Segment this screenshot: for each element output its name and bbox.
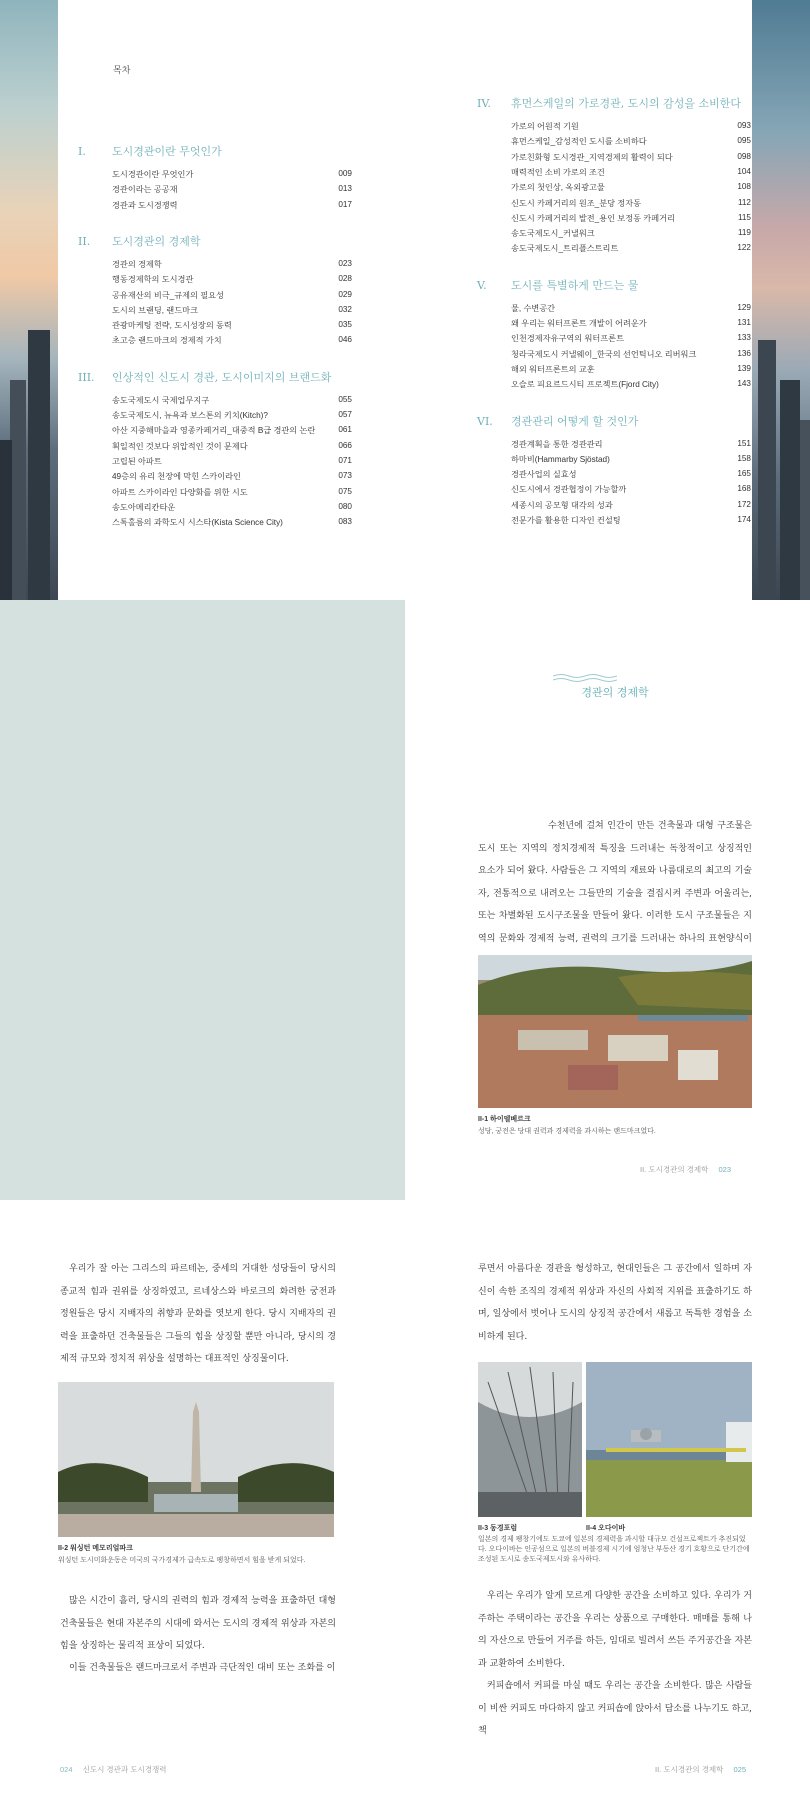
caption-text: 성당, 궁전은 당대 권력과 경제력을 과시하는 랜드마크였다.	[478, 1128, 656, 1135]
toc-entry-page: 083	[338, 517, 352, 527]
running-title: II. 도시경관의 경제학	[640, 1165, 709, 1174]
toc-entry-title: 초고층 랜드마크의 경제적 가치	[112, 336, 222, 346]
toc-entry-title: 가로의 어원적 기원	[511, 122, 579, 131]
toc-section-number: III.	[78, 370, 95, 384]
toc-entry[interactable]	[112, 441, 352, 455]
toc-entry-title: 아파트 스카이라인 다양화를 위한 시도	[112, 487, 248, 497]
toc-entry-page: 093	[737, 121, 751, 130]
toc-entry-page: 129	[737, 302, 751, 312]
toc-entry-title: 49층의 유리 천장에 막힌 스카이라인	[112, 472, 241, 482]
toc-entry-title: 물, 수변공간	[511, 303, 556, 313]
page24-body-1: 우리가 잘 아는 그리스의 파르테논, 중세의 거대한 성당들이 당시의 종교적 힘과 권위를 상징하였고, 르네상스와 바로크의 화려한 궁전과 정원들은 당시 지배자의 취향과 문화를 엿보게 한다. 당시 지배자의 권력을 표출하던 건축물들은 그들의 힘을 상징할 뿐만 아니라, 당시의 경제적 규모와 정치적 위상을 설명하는 대표적인 상징물이다.	[60, 1264, 336, 1364]
toc-entry-title: 획일적인 것보다 위압적인 것이 문제다	[112, 441, 248, 451]
heidelberg-photo	[478, 955, 752, 1108]
wave-icon	[553, 673, 617, 683]
toc-entry[interactable]	[511, 303, 751, 317]
toc-entry[interactable]	[112, 305, 352, 319]
toc-entry-title: 스톡홀름의 과학도시 시스타(Kista Science City)	[112, 518, 283, 528]
toc-entry[interactable]	[511, 439, 751, 453]
chapter-heading: 경관의 경제학	[581, 686, 649, 699]
toc-title: 목차	[113, 65, 131, 75]
toc-entry-title: 고립된 아파트	[112, 456, 162, 466]
toc-entry-page: 108	[737, 182, 751, 192]
toc-entry[interactable]	[112, 320, 352, 334]
toc-entry[interactable]	[511, 379, 751, 393]
toc-entry-title: 신도시 카페거리의 원조_분당 정자동	[511, 198, 642, 208]
toc-entry[interactable]	[511, 228, 751, 242]
toc-entry-title: 경관이라는 공공재	[112, 185, 178, 195]
toc-entry[interactable]	[112, 517, 352, 531]
toc-entry-page: 073	[338, 471, 352, 481]
toc-entry-page: 066	[338, 440, 352, 450]
toc-entry-page: 013	[338, 184, 352, 194]
toc-section-number: I.	[78, 145, 86, 158]
toc-entry[interactable]	[511, 243, 751, 257]
toc-entry[interactable]	[112, 274, 352, 288]
toc-entry-page: 139	[737, 363, 751, 373]
toc-entry[interactable]	[511, 213, 751, 227]
washington-illustration	[58, 1382, 334, 1537]
toc-section-heading	[78, 369, 331, 385]
toc-entry-page: 057	[338, 410, 352, 419]
toc-entry-page: 122	[737, 243, 751, 253]
toc-entry[interactable]	[511, 454, 751, 468]
toc-entry[interactable]	[511, 333, 751, 347]
toc-entry-page: 029	[338, 289, 352, 299]
caption-title: II-2 워싱턴 메모리얼파크	[58, 1545, 133, 1552]
toc-entry-title: 오슬로 피요르드시티 프로젝트(Fjord City)	[511, 380, 659, 390]
toc-entry-page: 172	[737, 499, 751, 509]
toc-entry[interactable]	[112, 425, 352, 439]
toc-section-title: 경관관리 어떻게 할 것인가	[511, 414, 639, 428]
toc-entry[interactable]	[511, 484, 751, 498]
toc-entry-page: 151	[737, 438, 751, 448]
tokyo-forum-photo	[478, 1362, 582, 1517]
toc-entry[interactable]	[112, 410, 352, 424]
odaiba-photo	[586, 1362, 752, 1517]
caption-text: 일본의 경제 팽창기에도 도쿄에 일본의 경제력을 과시할 대규모 건설프로젝트가 추진되었다. 오다이바는 인공섬으로 일본의 버블경제 시기에 엄청난 부동산 경기 호황으로 단기간에 조성된 도시로 송도국제도시와 유사하다.	[478, 1536, 750, 1563]
toc-entry[interactable]	[112, 259, 352, 273]
toc-entry[interactable]	[112, 471, 352, 485]
toc-section-heading	[477, 95, 741, 111]
toc-entry[interactable]	[511, 500, 751, 514]
toc-entry-title: 인천경제자유구역의 워터프론트	[511, 334, 625, 344]
toc-entry[interactable]	[112, 290, 352, 304]
toc-section-title: 인상적인 신도시 경관, 도시이미지의 브랜드화	[112, 370, 332, 384]
toc-entry-title: 하마비(Hammarby Sjöstad)	[511, 454, 610, 464]
toc-entry[interactable]	[511, 364, 751, 378]
page-number: 025	[733, 1765, 746, 1774]
washington-photo	[58, 1382, 334, 1537]
toc-section-title: 도시를 특별하게 만드는 물	[511, 278, 639, 292]
running-title: 신도시 경관과 도시경쟁력	[82, 1765, 167, 1774]
toc-entry-title: 세종시의 공모형 대각의 성과	[511, 500, 613, 510]
toc-entry-title: 매력적인 소비 가로의 조건	[511, 167, 605, 177]
toc-entry-title: 송도국제도시_트리플스트리트	[511, 244, 619, 254]
toc-entry-page: 061	[338, 425, 352, 435]
toc-entry-title: 경관과 도시경쟁력	[112, 200, 178, 210]
toc-entry[interactable]	[511, 318, 751, 332]
toc-entry-title: 전문가를 활용한 디자인 컨설팅	[511, 516, 621, 525]
toc-entry[interactable]	[511, 136, 751, 150]
cover-photo-right	[752, 0, 810, 600]
toc-section-title: 도시경관이란 무엇인가	[112, 145, 222, 158]
toc-entry-title: 경관사업의 실효성	[511, 470, 577, 480]
page25-body-3: 커피숍에서 커피를 마실 때도 우리는 공간을 소비한다. 많은 사람들이 비싼 커피도 마다하지 않고 커피숍에 앉아서 담소를 나누기도 하고, 책	[478, 1681, 752, 1736]
toc-entry[interactable]	[511, 152, 751, 166]
toc-section-number: VI.	[477, 414, 493, 428]
toc-entry[interactable]	[112, 456, 352, 470]
toc-entry[interactable]	[112, 395, 352, 409]
toc-entry-page: 136	[737, 348, 751, 358]
toc-entry-page: 165	[737, 469, 751, 479]
toc-entry-title: 송도국제도시 국제업무지구	[112, 395, 210, 405]
toc-entry-page: 174	[737, 515, 751, 524]
toc-entry[interactable]	[511, 167, 751, 181]
toc-section-heading	[78, 233, 201, 249]
toc-entry-page: 009	[338, 169, 352, 178]
toc-entry-title: 경관계획을 통한 경관관리	[511, 439, 603, 449]
toc-section-heading	[477, 277, 638, 293]
toc-entry-title: 송도국제도시_커낼워크	[511, 229, 595, 239]
page-number: 023	[718, 1165, 731, 1174]
toc-entry-page: 095	[737, 136, 751, 146]
toc-section-title: 휴먼스케일의 가로경관, 도시의 감성을 소비한다	[511, 97, 742, 110]
toc-section-heading	[477, 413, 638, 429]
toc-entry[interactable]	[112, 335, 352, 349]
caption-title: II-4 오다이바	[586, 1525, 626, 1532]
toc-section-heading	[78, 143, 222, 159]
toc-entry-title: 왜 우리는 워터프론트 개발이 어려운가	[511, 319, 647, 328]
tokyo-forum-illustration	[478, 1362, 582, 1517]
toc-entry-page: 119	[737, 228, 751, 238]
toc-section-number: IV.	[477, 97, 491, 110]
toc-entry[interactable]	[511, 349, 751, 363]
toc-section-number: V.	[477, 278, 487, 292]
toc-entry-title: 경관의 경제학	[112, 259, 162, 269]
toc-entry-title: 도시의 브랜딩, 랜드마크	[112, 305, 198, 315]
heidelberg-illustration	[478, 955, 752, 1108]
caption-text: 워싱턴 도시미화운동은 미국의 국가경제가 급속도로 팽창하면서 힘을 받게 되었다.	[58, 1557, 306, 1564]
toc-entry-page: 023	[338, 258, 352, 268]
folio-label	[60, 1764, 166, 1775]
toc-entry[interactable]	[511, 515, 751, 529]
toc-section-title: 도시경관의 경제학	[112, 234, 201, 248]
toc-entry-page: 028	[338, 274, 352, 284]
toc-entry-title: 신도시 카페거리의 발전_용인 보정동 카페거리	[511, 213, 675, 223]
toc-entry-page: 071	[338, 455, 352, 465]
toc-entry-page: 104	[737, 166, 751, 176]
toc-entry[interactable]	[112, 502, 352, 516]
toc-entry-title: 아산 지중해마을과 영종카페거리_대중적 B급 경관의 논란	[112, 426, 316, 436]
toc-section-number: II.	[78, 234, 91, 248]
toc-entry[interactable]	[511, 121, 751, 135]
toc-entry-title: 도시경관이란 무엇인가	[112, 170, 194, 179]
toc-entry-title: 공유재산의 비극_규제의 필요성	[112, 290, 224, 300]
toc-entry-title: 해외 워터프론트의 교훈	[511, 364, 595, 374]
toc-entry-page: 112	[737, 197, 751, 207]
folio-label	[655, 1764, 746, 1775]
toc-entry-page: 055	[338, 394, 352, 404]
toc-entry-page: 032	[338, 304, 352, 314]
toc-entry-page: 035	[338, 320, 352, 330]
toc-entry-page: 075	[338, 486, 352, 496]
toc-entry-title: 관광마케팅 전략, 도시성장의 동력	[112, 321, 232, 331]
toc-entry-page: 131	[737, 318, 751, 327]
caption-title: II-1 하이델베르크	[478, 1116, 531, 1123]
running-title: II. 도시경관의 경제학	[655, 1765, 724, 1774]
page25-body-2: 우리는 우리가 알게 모르게 다양한 공간을 소비하고 있다. 우리가 거주하는 주택이라는 공간을 우리는 상품으로 구매한다. 매매를 통해 나의 자산으로 만들어 거주를 하든, 임대로 빌려서 쓰든 주거공간을 자본과 교환하여 소비한다.	[478, 1591, 752, 1669]
toc-entry-title: 행동경제학의 도시경관	[112, 275, 194, 285]
toc-entry-page: 080	[338, 501, 352, 511]
toc-entry-page: 143	[737, 379, 751, 389]
toc-entry[interactable]	[511, 182, 751, 196]
toc-entry-title: 송도국제도시, 뉴욕과 보스톤의 키치(Kitch)?	[112, 411, 268, 420]
toc-entry-title: 청라국제도시 커낼웨이_한국의 선언틱니오 리버워크	[511, 349, 697, 359]
toc-entry-title: 가로의 첫인상, 옥외광고물	[511, 183, 605, 193]
toc-entry-page: 133	[737, 333, 751, 343]
odaiba-illustration	[586, 1362, 752, 1517]
page24-body-3: 이들 건축물들은 랜드마크로서 주변과 극단적인 대비 또는 조화를 이	[69, 1663, 336, 1673]
toc-entry-page: 046	[338, 335, 352, 345]
caption-title: II-3 동경포럼	[478, 1525, 518, 1532]
page24-body-2: 많은 시간이 흘러, 당시의 권력의 힘과 경제적 능력을 표출하던 대형 건축물들은 현대 자본주의 시대에 와서는 도시의 경제적 위상과 자본의 힘을 상징하는 물리적 표상이 되었다.	[60, 1596, 336, 1651]
toc-entry[interactable]	[112, 169, 352, 183]
toc-entry[interactable]	[112, 184, 352, 198]
page25-body-1: 루면서 아름다운 경관을 형성하고, 현대인들은 그 공간에서 일하며 자신이 속한 조직의 경제적 위상과 자신의 사회적 지위를 표출하기도 하며, 일상에서 벗어나 도시의 상징적 공간에서 새롭고 독특한 경험을 소비하게 된다.	[478, 1264, 752, 1342]
toc-entry-title: 송도아메리칸타운	[112, 502, 176, 512]
toc-entry-page: 158	[737, 453, 751, 463]
toc-entry-title: 휴먼스케일_감성적인 도시를 소비하다	[511, 137, 647, 147]
background-band	[0, 600, 405, 1200]
cover-photo-left	[0, 0, 58, 600]
toc-entry[interactable]	[112, 200, 352, 214]
folio-label	[640, 1164, 731, 1175]
page23-body: 수천년에 걸쳐 인간이 만든 건축물과 대형 구조물은 도시 또는 지역의 정치경제적 특징을 드러내는 독창적이고 상징적인 요소가 되어 왔다. 사람들은 그 지역의 재료와 나름대로의 최고의 기술자, 전통적으로 내려오는 그들만의 기술을 결집시켜 주변과 어울리는, 또는 차별화된 도시구조물을 만들어 왔다. 이러한 도시 구조물들은 지역의 문화와 경제적 능력, 권력의 크기를 드러내는 하나의 표현양식이	[478, 821, 752, 944]
toc-entry-page: 098	[737, 151, 751, 161]
toc-entry-title: 가로친화형 도시경관_지역경제의 활력이 되다	[511, 152, 673, 162]
toc-entry[interactable]	[112, 487, 352, 501]
toc-entry[interactable]	[511, 198, 751, 212]
toc-entry-page: 168	[737, 484, 751, 494]
toc-entry[interactable]	[511, 469, 751, 483]
toc-entry-title: 신도시에서 경관협정이 가능할까	[511, 485, 627, 495]
toc-entry-page: 115	[737, 212, 751, 222]
page-number: 024	[60, 1765, 73, 1774]
toc-entry-page: 017	[338, 199, 352, 209]
